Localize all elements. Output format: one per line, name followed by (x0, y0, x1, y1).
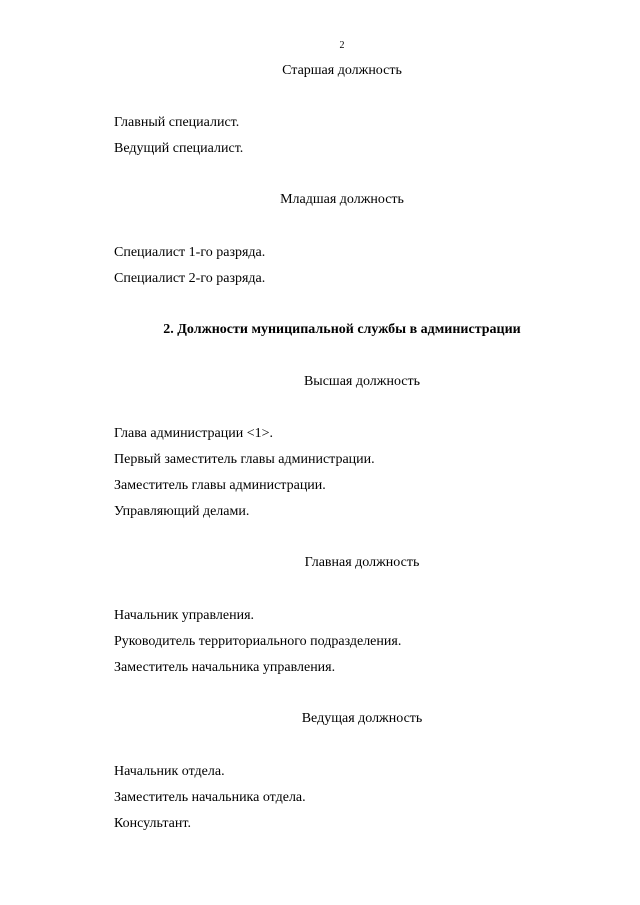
heading-leading-position: Ведущая должность (301, 711, 423, 726)
list-item: Консультант. (114, 816, 191, 831)
section-title: 2. Должности муниципальной службы в администрации (163, 322, 521, 337)
page-number: 2 (339, 40, 345, 51)
list-item: Глава администрации <1>. (114, 426, 274, 441)
heading-junior-position: Младшая должность (280, 192, 404, 207)
list-item: Главный специалист. (114, 115, 240, 130)
list-item: Заместитель начальника управления. (114, 660, 336, 675)
list-item: Первый заместитель главы администрации. (114, 452, 375, 467)
heading-senior-position: Старшая должность (282, 63, 402, 78)
list-item: Начальник отдела. (114, 764, 225, 779)
list-item: Руководитель территориального подразделения. (114, 634, 402, 649)
list-item: Начальник управления. (114, 608, 255, 623)
list-item: Управляющий делами. (114, 504, 250, 519)
heading-chief-position: Главная должность (304, 555, 420, 570)
list-item: Заместитель главы администрации. (114, 478, 326, 493)
list-item: Ведущий специалист. (114, 141, 244, 156)
heading-highest-position: Высшая должность (303, 374, 421, 389)
list-item: Специалист 1-го разряда. (114, 245, 266, 260)
list-item: Заместитель начальника отдела. (114, 790, 306, 805)
list-item: Специалист 2-го разряда. (114, 271, 266, 286)
